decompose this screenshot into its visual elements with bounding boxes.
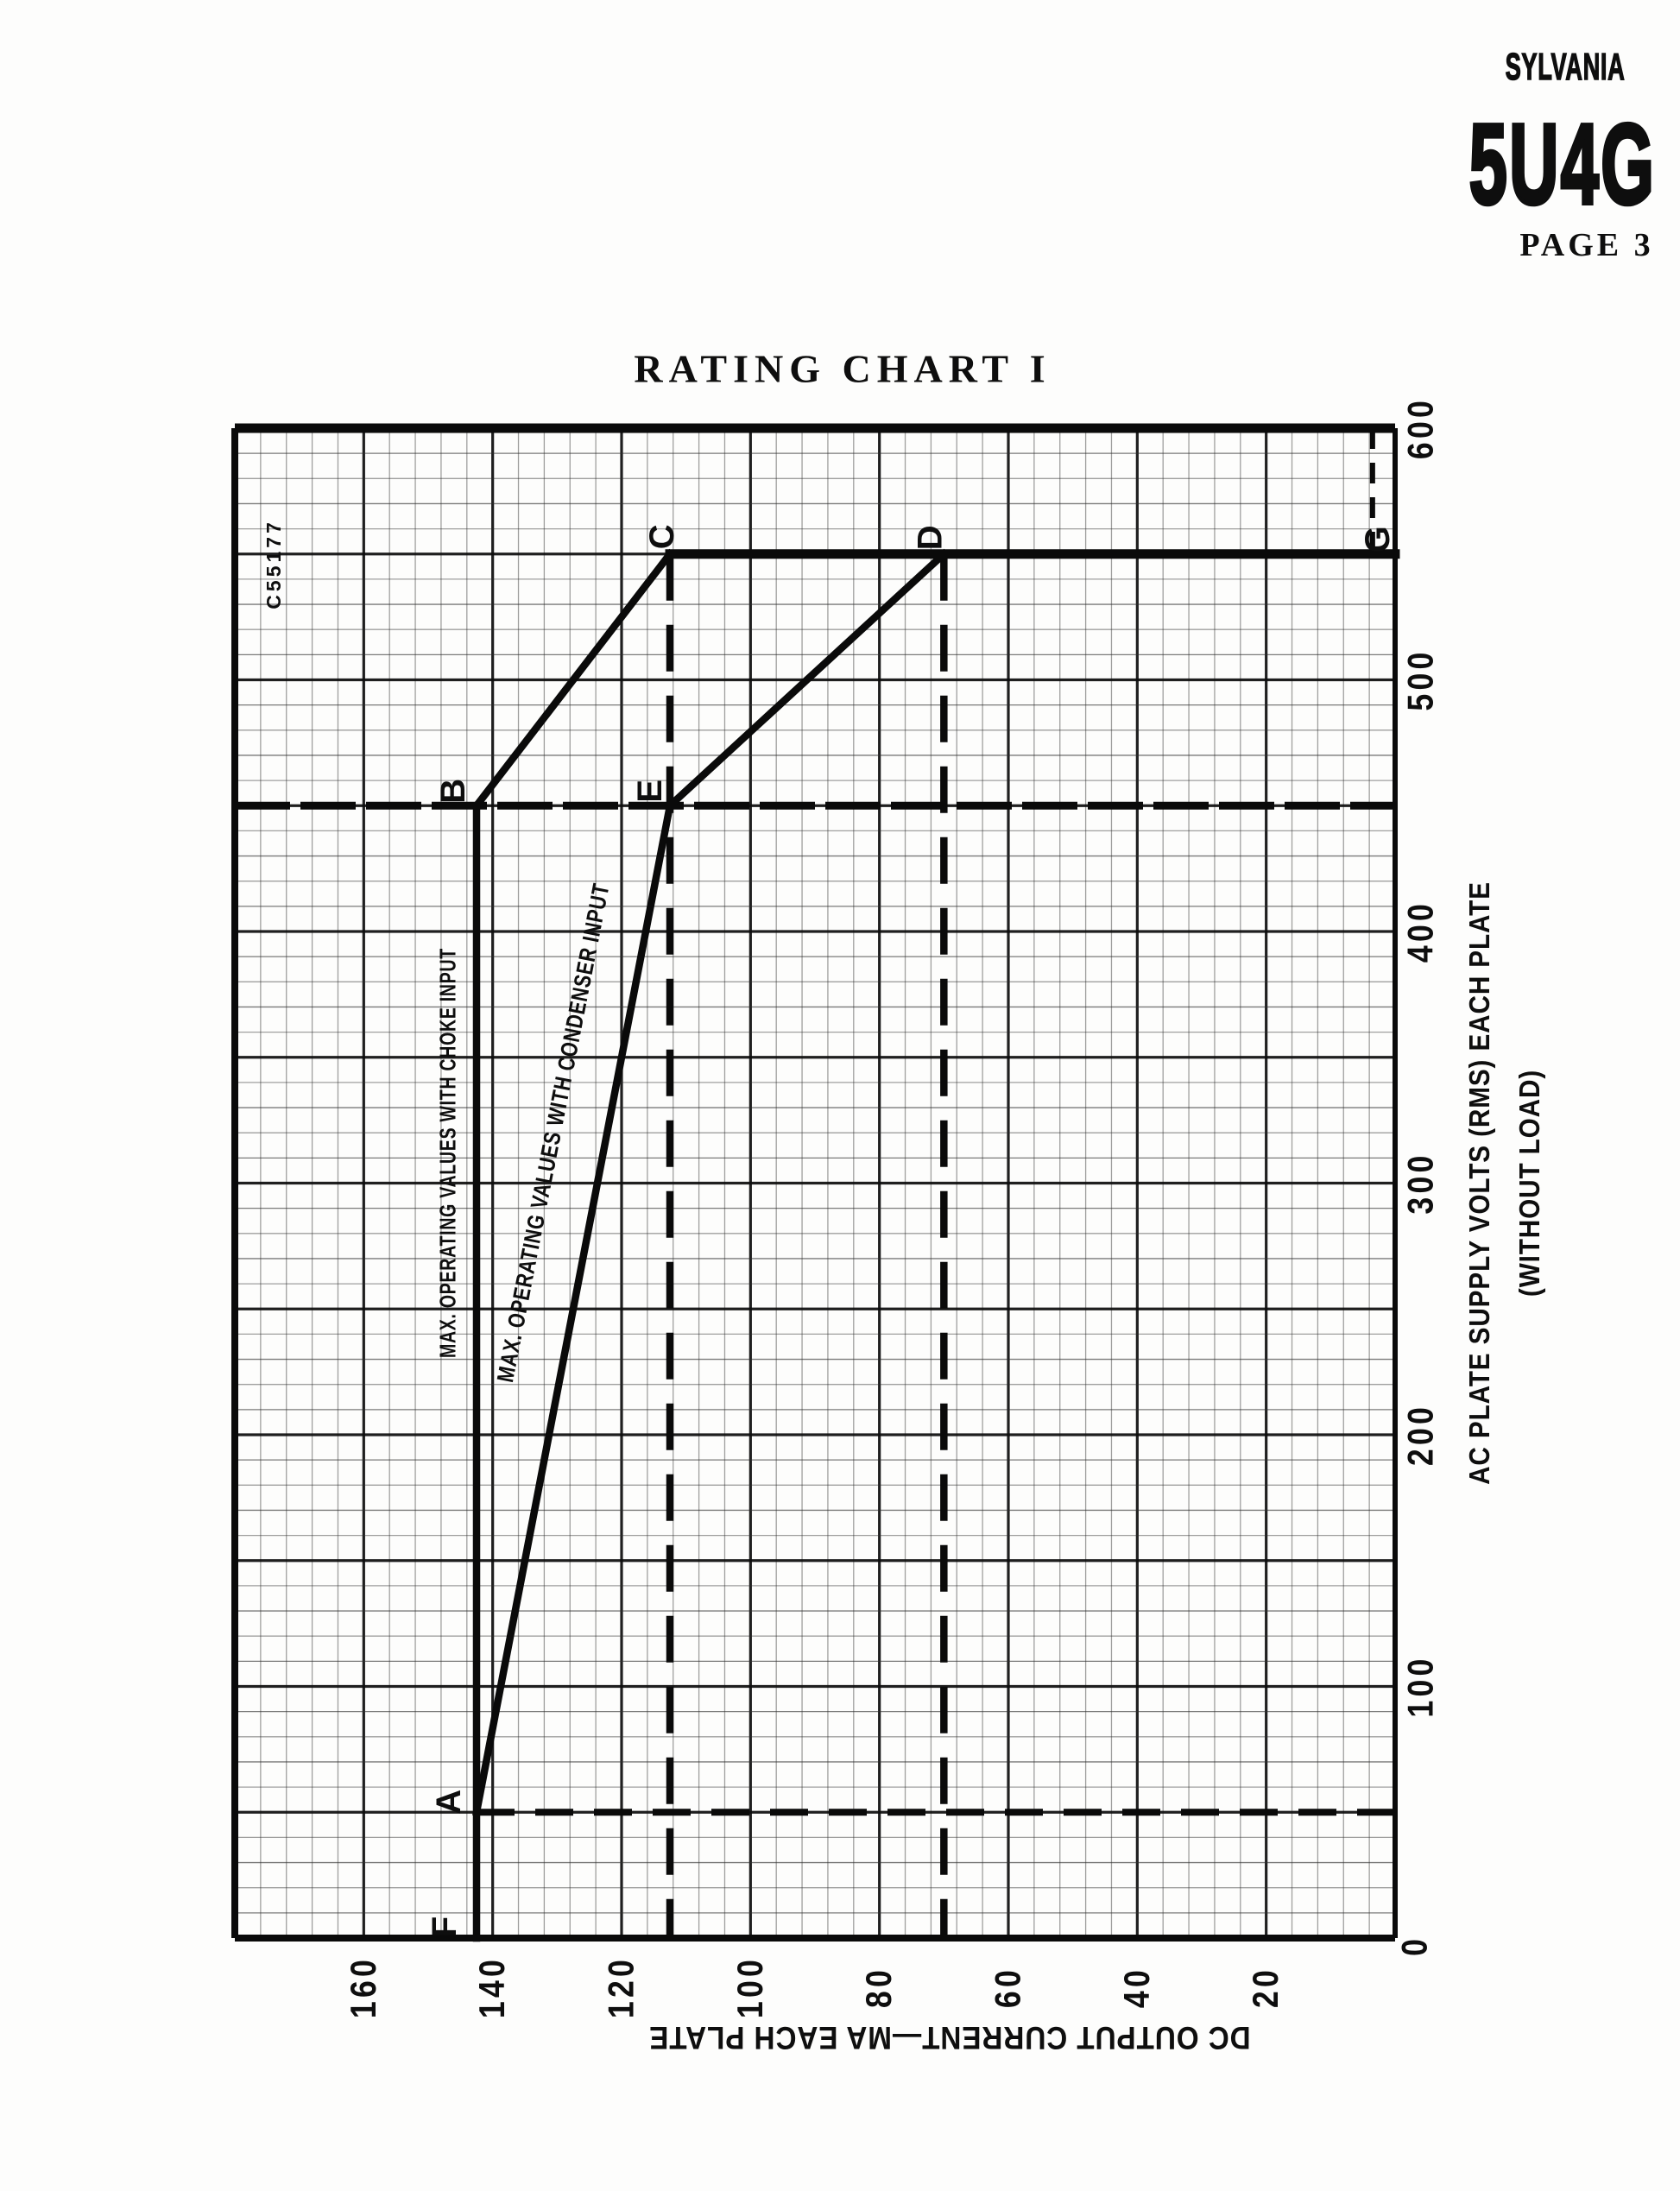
- brand-logo: SYLVANIA: [1505, 46, 1626, 88]
- condenser-label: MAX. OPERATING VALUES WITH CONDENSER INPUT: [492, 881, 616, 1385]
- volt-tick-400: 400: [1400, 900, 1442, 963]
- origin-tick-0: 0: [1394, 1939, 1436, 1956]
- current-tick-80: 80: [859, 1966, 900, 2009]
- current-tick-60: 60: [988, 1966, 1029, 2009]
- limit-curves: [477, 554, 1395, 1938]
- point-label-F: F: [426, 1916, 464, 1938]
- current-tick-120: 120: [601, 1955, 642, 2019]
- current-tick-40: 40: [1117, 1966, 1158, 2009]
- drawing-code: C55177: [262, 519, 285, 609]
- volt-tick-500: 500: [1400, 648, 1442, 711]
- tube-model: 5U4G: [1468, 100, 1657, 228]
- annotations: [262, 519, 616, 1385]
- choke-label: MAX. OPERATING VALUES WITH CHOKE INPUT: [434, 948, 461, 1359]
- page-number: PAGE 3: [1519, 227, 1654, 263]
- volt-tick-200: 200: [1400, 1403, 1442, 1467]
- current-tick-160: 160: [344, 1955, 384, 2019]
- volt-tick-100: 100: [1400, 1655, 1442, 1718]
- point-labels: [426, 524, 1397, 1937]
- volt-tick-600: 600: [1400, 396, 1442, 460]
- volt-axis-title: AC PLATE SUPPLY VOLTS (RMS) EACH PLATE: [1463, 881, 1496, 1485]
- current-tick-100: 100: [730, 1955, 771, 2019]
- chart-title: RATING CHART I: [634, 346, 1052, 391]
- point-label-G: G: [1359, 526, 1397, 553]
- point-label-B: B: [434, 778, 472, 804]
- current-tick-20: 20: [1246, 1966, 1286, 2009]
- volt-axis-subtitle: (WITHOUT LOAD): [1513, 1069, 1546, 1298]
- grid: [235, 428, 1395, 1938]
- series-choke-input-limit: [477, 554, 670, 1938]
- point-label-E: E: [631, 779, 669, 803]
- point-label-C: C: [643, 524, 681, 550]
- volt-tick-300: 300: [1400, 1152, 1442, 1215]
- point-label-D: D: [911, 525, 950, 551]
- current-axis-title: DC OUTPUT CURRENT—MA EACH PLATE: [648, 2019, 1251, 2055]
- current-tick-140: 140: [472, 1955, 513, 2019]
- point-label-A: A: [430, 1789, 468, 1815]
